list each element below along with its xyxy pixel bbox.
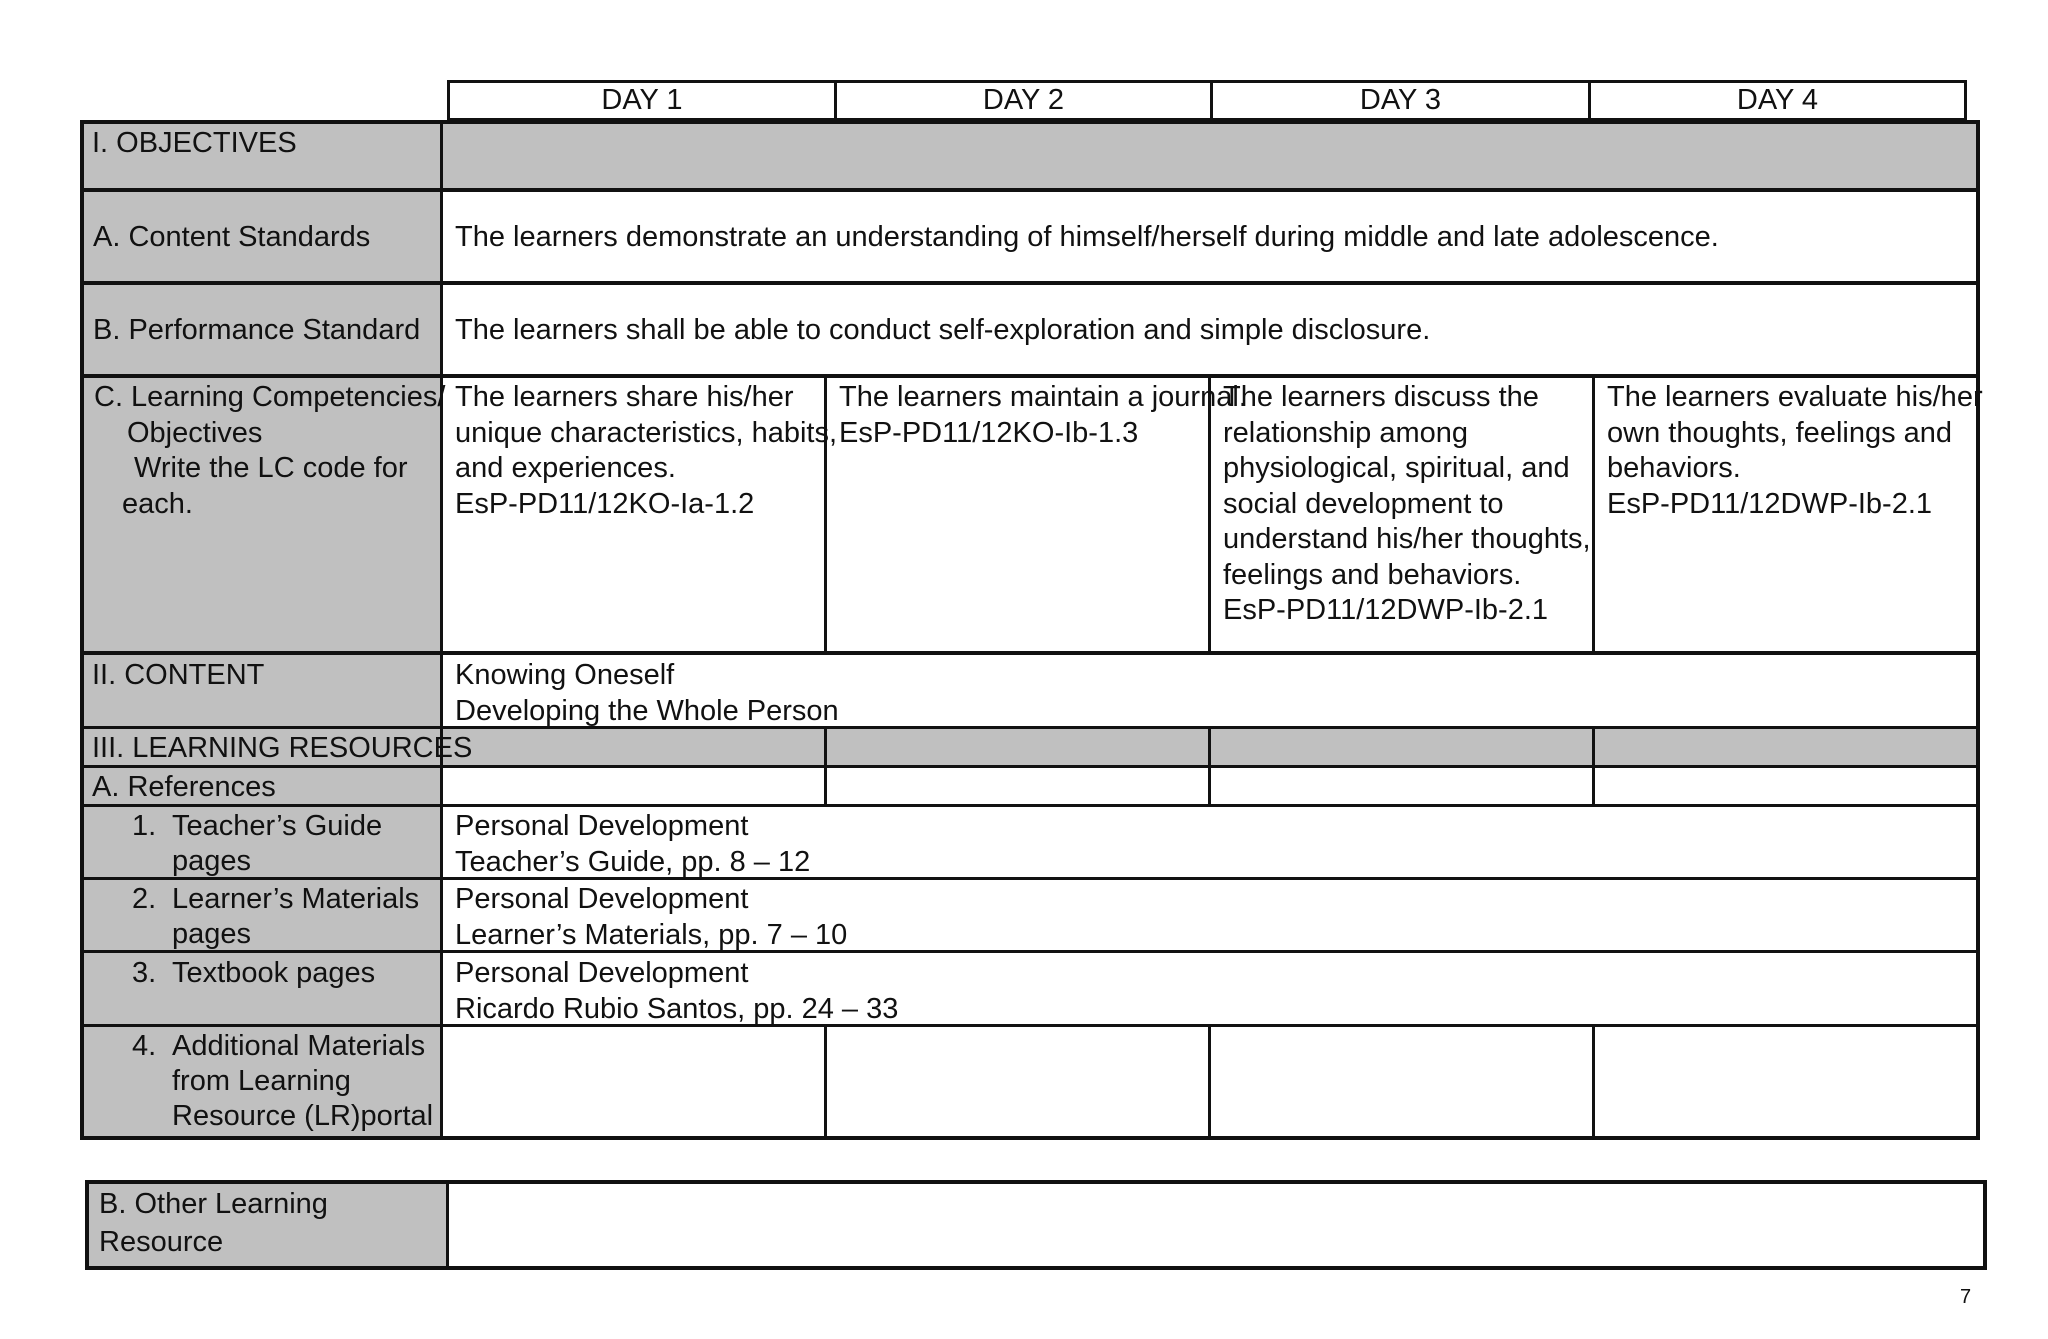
- resource-line: Learner’s Materials, pp. 7 – 10: [455, 918, 848, 951]
- resource-number: 2.: [132, 883, 157, 915]
- day-divider: [1592, 376, 1595, 653]
- resource-number: 4.: [132, 1030, 157, 1062]
- competency-line: The learners evaluate his/her: [1607, 381, 1983, 413]
- content-text: [455, 658, 839, 729]
- content-standards-label: A. Content Standards: [93, 221, 371, 253]
- row-line: [80, 1024, 1980, 1027]
- day-header-3: DAY 3: [1210, 80, 1591, 121]
- competency-code: EsP-PD11/12KO-Ib-1.3: [839, 416, 1139, 449]
- resource-line: Personal Development: [455, 810, 749, 842]
- competency-day-4: [1607, 380, 1983, 522]
- learners-materials-text: [455, 882, 847, 953]
- resource-label-line: Additional Materials: [172, 1030, 426, 1062]
- objectives-row-fill: [442, 124, 1976, 190]
- day-divider: [1592, 1025, 1595, 1138]
- competency-code: EsP-PD11/12KO-Ia-1.2: [455, 487, 755, 520]
- competency-line: physiological, spiritual, and: [1223, 452, 1570, 484]
- resource-label-line: from Learning: [172, 1065, 351, 1097]
- day-divider: [824, 727, 827, 806]
- resource-label-line: pages: [172, 845, 252, 877]
- other-resource-label-line: B. Other Learning: [99, 1188, 328, 1220]
- textbook-text: [455, 956, 898, 1027]
- competency-line: The learners share his/her: [455, 381, 794, 413]
- resource-label-line: pages: [172, 918, 252, 950]
- label-column-divider: [440, 120, 443, 1140]
- competency-code: EsP-PD11/12DWP-Ib-2.1: [1607, 487, 1933, 520]
- competency-day-1: [455, 380, 837, 522]
- row-line: [80, 188, 1980, 192]
- learning-competencies-label: [94, 380, 445, 522]
- resource-line: Personal Development: [455, 957, 749, 989]
- row-line: [80, 950, 1980, 953]
- content-line: Developing the Whole Person: [455, 694, 839, 727]
- row-line: [80, 726, 1980, 729]
- content-standards-text: The learners demonstrate an understanding of himself/herself during middle and late adolescence.: [455, 221, 1719, 253]
- competency-line: own thoughts, feelings and: [1607, 416, 1953, 449]
- learning-competencies-label-line: each.: [122, 487, 193, 520]
- learning-competencies-label-line: Write the LC code for: [134, 452, 408, 484]
- content-line: Knowing Oneself: [455, 659, 675, 691]
- content-label: II. CONTENT: [92, 659, 265, 691]
- competency-day-2: [839, 380, 1247, 451]
- competency-code: EsP-PD11/12DWP-Ib-2.1: [1223, 594, 1549, 626]
- row-line: [80, 281, 1980, 285]
- day-header-1: DAY 1: [447, 80, 837, 121]
- competency-line: unique characteristics, habits,: [455, 416, 838, 449]
- day-divider: [1592, 727, 1595, 806]
- resource-label-line: Learner’s Materials: [172, 883, 420, 915]
- competency-line: The learners discuss the: [1223, 381, 1539, 413]
- other-resource-label: [99, 1185, 328, 1261]
- learning-resources-label: III. LEARNING RESOURCES: [92, 732, 473, 764]
- competency-line: behaviors.: [1607, 452, 1741, 484]
- references-label: A. References: [92, 771, 276, 803]
- competency-day-3: [1223, 380, 1591, 629]
- resource-line: Ricardo Rubio Santos, pp. 24 – 33: [455, 992, 899, 1025]
- day-header-2: DAY 2: [834, 80, 1213, 121]
- performance-standard-label: B. Performance Standard: [93, 314, 421, 346]
- performance-standard-text: The learners shall be able to conduct self-exploration and simple disclosure.: [455, 314, 1431, 346]
- day-divider: [1208, 727, 1211, 806]
- resource-number: 1.: [132, 810, 157, 842]
- day-divider: [824, 1025, 827, 1138]
- competency-line: The learners maintain a journal.: [839, 381, 1247, 413]
- competency-line: understand his/her thoughts,: [1223, 523, 1591, 555]
- resource-label-line: Teacher’s Guide: [172, 810, 383, 842]
- resource-line: Teacher’s Guide, pp. 8 – 12: [455, 845, 811, 878]
- day-divider: [1208, 1025, 1211, 1138]
- other-resource-divider: [446, 1180, 449, 1270]
- resource-line: Personal Development: [455, 883, 749, 915]
- competency-line: relationship among: [1223, 416, 1469, 449]
- competency-line: and experiences.: [455, 452, 676, 484]
- row-line: [80, 804, 1980, 807]
- competency-line: social development to: [1223, 487, 1504, 520]
- day-header-4: DAY 4: [1588, 80, 1967, 121]
- row-line: [80, 877, 1980, 880]
- row-line: [80, 374, 1980, 378]
- objectives-label: I. OBJECTIVES: [92, 127, 297, 159]
- competency-line: feelings and behaviors.: [1223, 558, 1522, 591]
- learning-competencies-label-line: C. Learning Competencies/: [94, 381, 446, 413]
- teachers-guide-text: [455, 809, 810, 880]
- page-number: 7: [1960, 1286, 1972, 1308]
- row-line: [80, 651, 1980, 655]
- resource-label-line: Textbook pages: [172, 957, 376, 989]
- learning-competencies-label-line: Objectives: [127, 416, 263, 449]
- other-resource-label-line: Resource: [99, 1226, 224, 1258]
- resource-number: 3.: [132, 957, 157, 989]
- resource-label-line: Resource (LR)portal: [172, 1100, 434, 1132]
